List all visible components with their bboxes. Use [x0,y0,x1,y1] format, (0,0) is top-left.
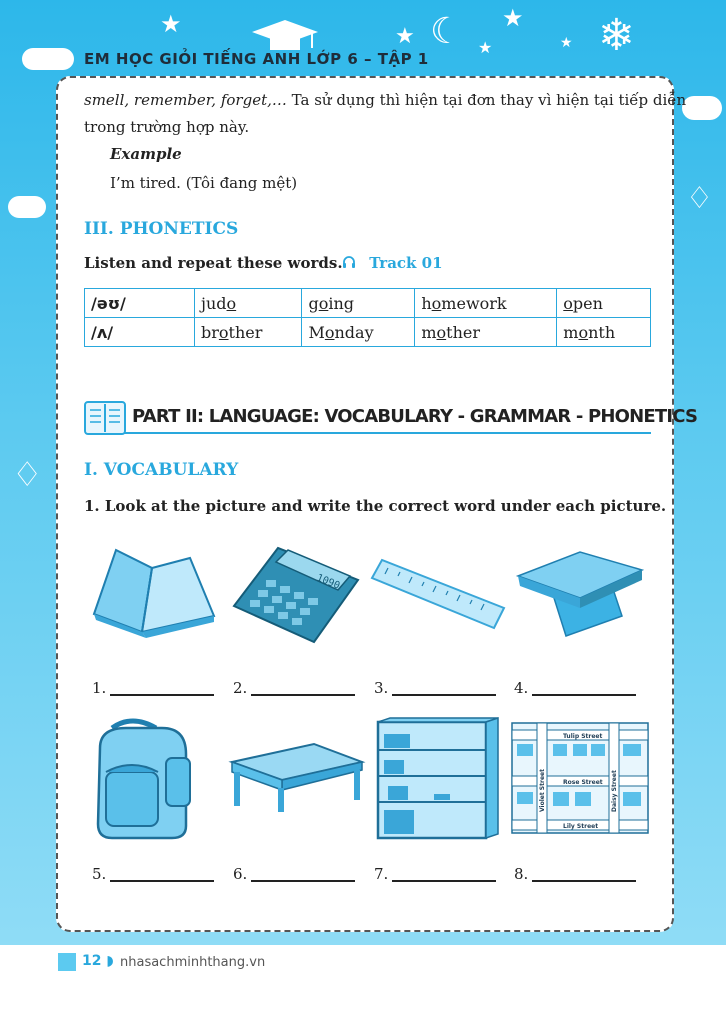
book-icon [86,544,220,640]
star-icon: ★ [560,35,573,51]
cloud-decoration [22,48,74,70]
intro-line-1: smell, remember, forget,… Ta sử dụng thì hiện tại đơn thay vì hiện tại tiếp diễn [84,91,687,109]
example-label: Example [110,145,182,163]
part-title: PART II: LANGUAGE: VOCABULARY - GRAMMAR - PHONETICS [132,406,698,427]
footer-square [58,953,76,971]
intro-line-2: trong trường hợp này. [84,118,250,136]
map-label-rose: Rose Street [563,779,603,786]
answer-blank-4[interactable]: 4. [514,679,636,697]
cloud-decoration [8,196,46,218]
answer-blank-3[interactable]: 3. [374,679,496,697]
answer-blank-2[interactable]: 2. [233,679,355,697]
word-cell: mother [415,318,557,347]
answer-blank-7[interactable]: 7. [374,865,496,883]
word-cell: Monday [302,318,415,347]
word-cell: going [302,289,415,318]
diamond-icon: ♢ [12,455,43,495]
ruler-icon [368,556,508,632]
book-title: EM HỌC GIỎI TIẾNG ANH LỚP 6 – TẬP 1 [84,50,429,68]
map-label-lily: Lily Street [563,823,599,830]
headphones-icon [342,255,356,269]
bookshelf-icon [374,716,500,840]
answer-blank-5[interactable]: 5. [92,865,214,883]
backpack-icon [86,714,196,844]
website: nhasachminhthang.vn [120,955,266,970]
word-cell: month [557,318,651,347]
desk-icon [228,740,366,814]
sound-symbol: /ʌ/ [85,318,195,347]
calculator-display: 1090 [314,572,342,592]
word-cell: judo [195,289,302,318]
answer-blank-8[interactable]: 8. [514,865,636,883]
vocabulary-heading: I. VOCABULARY [84,460,239,480]
map-label-violet: Violet Street [539,769,546,812]
word-cell: homework [415,289,557,318]
phonetics-heading: III. PHONETICS [84,219,239,239]
moon-icon: ☾ [430,11,463,52]
sound-symbol: /əʊ/ [85,289,195,318]
diamond-icon: ♢ [686,181,713,216]
page-number: 12 ◗ [82,953,114,969]
cloud-decoration [682,96,722,120]
star-icon: ★ [502,4,524,32]
track-label[interactable]: Track 01 [342,254,443,272]
open-book-icon [84,400,126,436]
phonetics-instruction: Listen and repeat these words. [84,254,343,272]
part-banner [84,400,698,436]
arrow-icon: ◗ [106,953,114,969]
word-cell: brother [195,318,302,347]
table-row [85,318,651,347]
star-icon: ★ [160,10,182,38]
word-cell: open [557,289,651,318]
phonetics-table [84,288,651,347]
map-label-tulip: Tulip Street [563,733,603,740]
star-icon: ★ [478,38,493,57]
vocabulary-instruction: 1. Look at the picture and write the correct word under each picture. [84,497,667,515]
star-icon: ★ [395,24,415,49]
eraser-icon [514,546,646,640]
map-label-daisy: Daisy Street [611,770,618,812]
snowflake-icon: ❄ [598,10,635,61]
answer-blank-1[interactable]: 1. [92,679,214,697]
answer-blank-6[interactable]: 6. [233,865,355,883]
map-icon [511,722,649,834]
example-text: I’m tired. (Tôi đang mệt) [110,174,298,192]
table-row [85,289,651,318]
calculator-icon [228,544,362,644]
divider [124,432,651,434]
